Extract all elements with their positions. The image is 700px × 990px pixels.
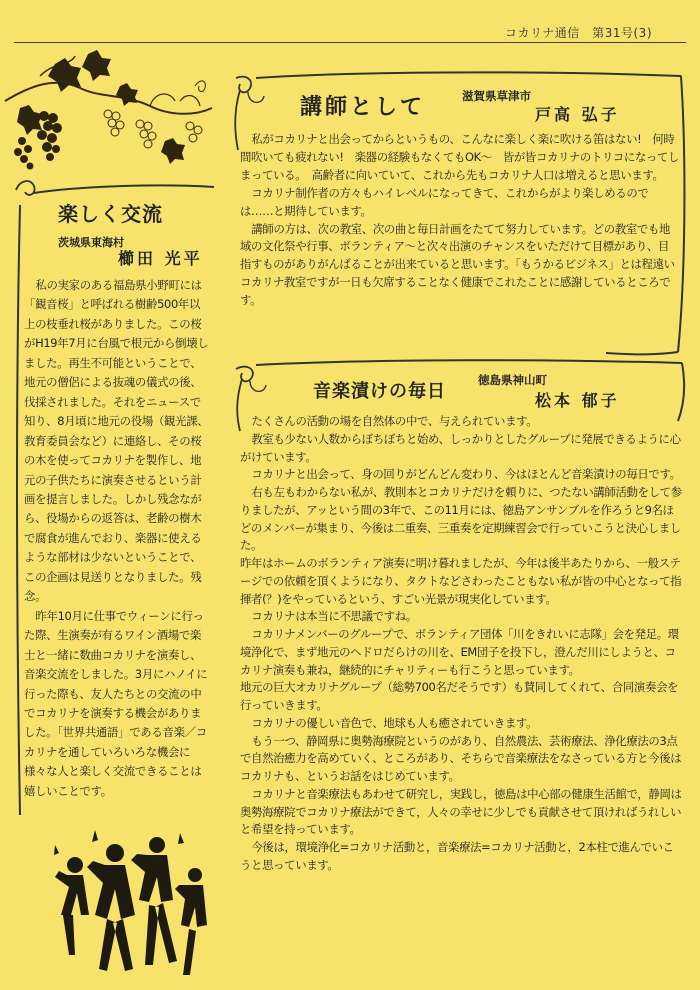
- right-top-article-author: 戸高 弘子: [535, 105, 620, 124]
- right-top-article-title: 講師として: [300, 95, 426, 120]
- page-header: [0, 0, 700, 46]
- paragraph: 右も左もわからない私が、教則本とコカリナだけを頼りに、つたない講師活動をして参りましたが、アッという間の3年で、この11月には、徳島アンサンブルを作ろうと9名ほどのメンバーが集まり、今後は二重奏、三重奏を定期練習会で行っていこうと決心しました。: [240, 485, 682, 553]
- issue-label: コカリナ通信 第31号(3): [504, 26, 652, 40]
- right-bottom-article-title: 音楽漬けの毎日: [313, 381, 446, 402]
- left-article-location: 茨城県東海村: [58, 236, 124, 249]
- paragraph: たくさんの活動の場を自然体の中で、与えられています。: [251, 414, 538, 428]
- dancing-figures-illustration: [45, 825, 215, 985]
- header-rule: [14, 42, 686, 43]
- left-article-author: 櫛田 光平: [118, 249, 203, 268]
- paragraph: コカリナと音楽療法もあわせて研究し，実践し，徳島は中心部の健康生活館で，静岡は奥勢海療院でコカリナ療法ができて，人々の幸せに少しでも貢献させて頂ければうれしいと希望を持っています。: [240, 786, 682, 837]
- right-bottom-article-author: 松本 郁子: [535, 391, 620, 410]
- paragraph: 講師の方は、次の教室、次の曲と毎日計画をたてて努力しています。どの教室でも地域の文化祭や行事、ボランティア～と次々出演のチャンスをいただけて目標があり、目指すものがありがんばることが出来ていると思います。「もうかるビジネス」とは程遠いコカリナ教室ですが一日も欠席することなく健康でこれたことに感謝しているところです。: [240, 221, 675, 308]
- left-article-title: 楽しく交流: [58, 202, 163, 226]
- grape-vine-illustration: [0, 46, 215, 186]
- paragraph: コカリナメンバーのグループで、ボランティア団体「川をきれいに志隊」会を発足。環境浄化で、まず地元のヘドロだらけの川を、EM団子を投下し，澄んだ川にしようと、コカリナ演奏も兼ね，継続的にチャリティーも行こうと思っています。: [240, 627, 679, 677]
- paragraph: コカリナと出会って、身の回りがどんどん変わり、今はほとんど音楽漬けの毎日です。: [251, 467, 681, 482]
- paragraph: 私がコカリナと出会ってからというもの、こんなに楽しく楽に吹ける笛はない! 何時間吹いても疲れない! 楽器の経験もなくてもOK～ 皆が皆コカリナのトリコになってしまっている。 高齢者に向いていて、これから先もコカリナ人口は増えると思います。: [240, 132, 680, 182]
- paragraph: 今後は，環境浄化=コカリナ活動と，音楽療法=コカリナ活動と，2本柱で進んでいこうと思っています。: [240, 840, 674, 872]
- right-bottom-article-body: [240, 413, 682, 875]
- right-top-article-location: 滋賀県草津市: [462, 89, 531, 103]
- paragraph: コカリナは本当に不思議ですね。: [251, 609, 417, 624]
- paragraph: 私の実家のある福島県小野町には「観音桜」と呼ばれる樹齢500年以上の枝垂れ桜がありました。この桜がH19年7月に台風で根元から倒壊しました。再生不可能ということで、地元の僧侶による抜魂の儀式の後、伐採されました。それをニュースで知り、8月頃に地元の役場（観光課、教育委員会など）に連絡し、その桜の木を使ってコカリナを製作し、地元の子供たちに演奏させるという計画を提言しました。しかし残念ながら、役場からの返答は、老齢の樹木で腐食が進んでおり、楽器に使えるような部材は少ないということで、この企画は見送りとなりました。残念。: [24, 278, 209, 604]
- left-article-body: [24, 276, 210, 801]
- right-bottom-article-location: 徳島県神山町: [478, 373, 547, 387]
- paragraph: 昨年10月に仕事でウィーンに行った際、生演奏が有るワイン酒場で楽士と一緒に数曲コカリナを演奏し、音楽交流をしました。3月にハノイに行った際も、友人たちとの交流の中でコカリナを演奏する機会がありました。「世界共通語」である音楽／コカリナを通していろいろな機会に様々な人と楽しく交流できることは嬉しいことです。: [24, 608, 208, 798]
- right-top-article-body: [240, 131, 680, 310]
- paragraph: コカリナの優しい音色で、地球も人も癒されていきます。: [251, 715, 538, 730]
- paragraph: コカリナ制作者の方々もハイレベルになってきて、これからがより楽しめるのでは……と期待しています。: [240, 185, 649, 218]
- paragraph: 地元の巨大オカリナグループ（総勢700名だそうです）も賛同してくれて、合同演奏会を行っていきます。: [240, 680, 679, 712]
- paragraph: もう一つ、静岡県に奥勢海療院というのがあり、自然農法、芸術療法、浄化療法の3点で自然治癒力を高めていく、ところがあり、そちらで音楽療法をなさっている方と今後はコカリナも、というお話をはじめています。: [240, 733, 682, 783]
- paragraph: 教室も少ない人数からぼちぼちと始め、しっかりとしたグループに発展できるように心がけています。: [240, 431, 681, 464]
- paragraph: 昨年はホームのボランティア演奏に明け暮れましたが、今年は後半あたりから、一般ステージでの依頼を頂くようになり、タクトなどさわったこともない私が皆の中心となって指揮者(？)をやっているという、すごい光景が現実化しています。: [240, 556, 682, 606]
